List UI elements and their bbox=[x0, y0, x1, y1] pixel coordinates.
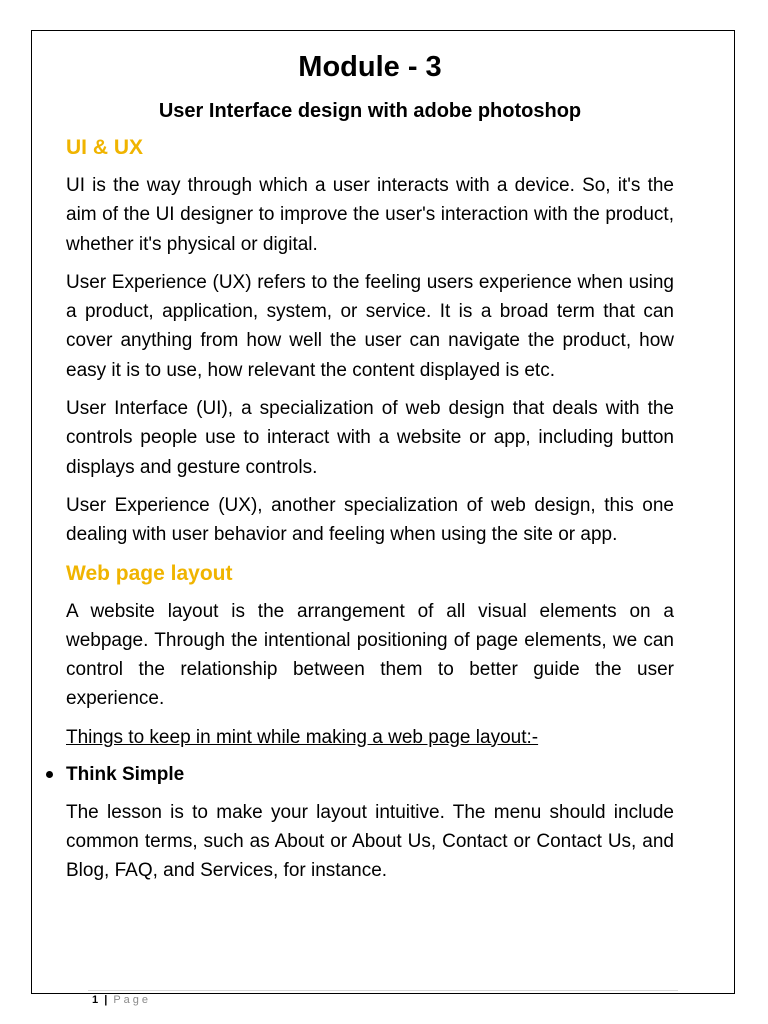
footer-separator: | bbox=[104, 994, 108, 1006]
bullet-label: Think Simple bbox=[66, 763, 185, 785]
paragraph: User Experience (UX) refers to the feeling users experience when using a product, application, system, or service. It is a broad term that can cover anything from how well the user can navigate the product, how easy it is to use, how relevant the content displayed is etc. bbox=[66, 271, 674, 381]
bullet-dot-icon bbox=[46, 771, 53, 778]
document-subtitle: User Interface design with adobe photoshop bbox=[158, 100, 582, 122]
page-label: Page bbox=[113, 994, 152, 1006]
paragraph: A website layout is the arrangement of all visual elements on a webpage. Through the intentional positioning of page elements, we can control the relationship between them to better guide the user experience. bbox=[66, 600, 674, 710]
page-number: 1 bbox=[92, 994, 99, 1006]
document-body bbox=[66, 44, 674, 886]
underlined-subheading: Things to keep in mint while making a web page layout:- bbox=[66, 726, 539, 748]
paragraph: User Experience (UX), another specialization of web design, this one dealing with user behavior and feeling when using the site or app. bbox=[66, 494, 674, 546]
paragraph: User Interface (UI), a specialization of web design that deals with the controls people use to interact with a website or app, including button displays and gesture controls. bbox=[66, 398, 674, 478]
paragraph: The lesson is to make your layout intuitive. The menu should include common terms, such as About or About Us, Contact or Contact Us, and Blog, FAQ, and Services, for instance. bbox=[66, 801, 674, 882]
bullet-item bbox=[46, 760, 674, 789]
document-title: Module - 3 bbox=[298, 51, 442, 83]
paragraph: UI is the way through which a user interacts with a device. So, it's the aim of the UI designer to improve the user's interaction with the product, whether it's physical or digital. bbox=[66, 175, 674, 255]
section-heading-web-page-layout: Web page layout bbox=[66, 561, 233, 585]
page-footer bbox=[92, 992, 151, 1008]
section-heading-ui-ux: UI & UX bbox=[66, 136, 144, 159]
footer-divider bbox=[88, 990, 678, 991]
